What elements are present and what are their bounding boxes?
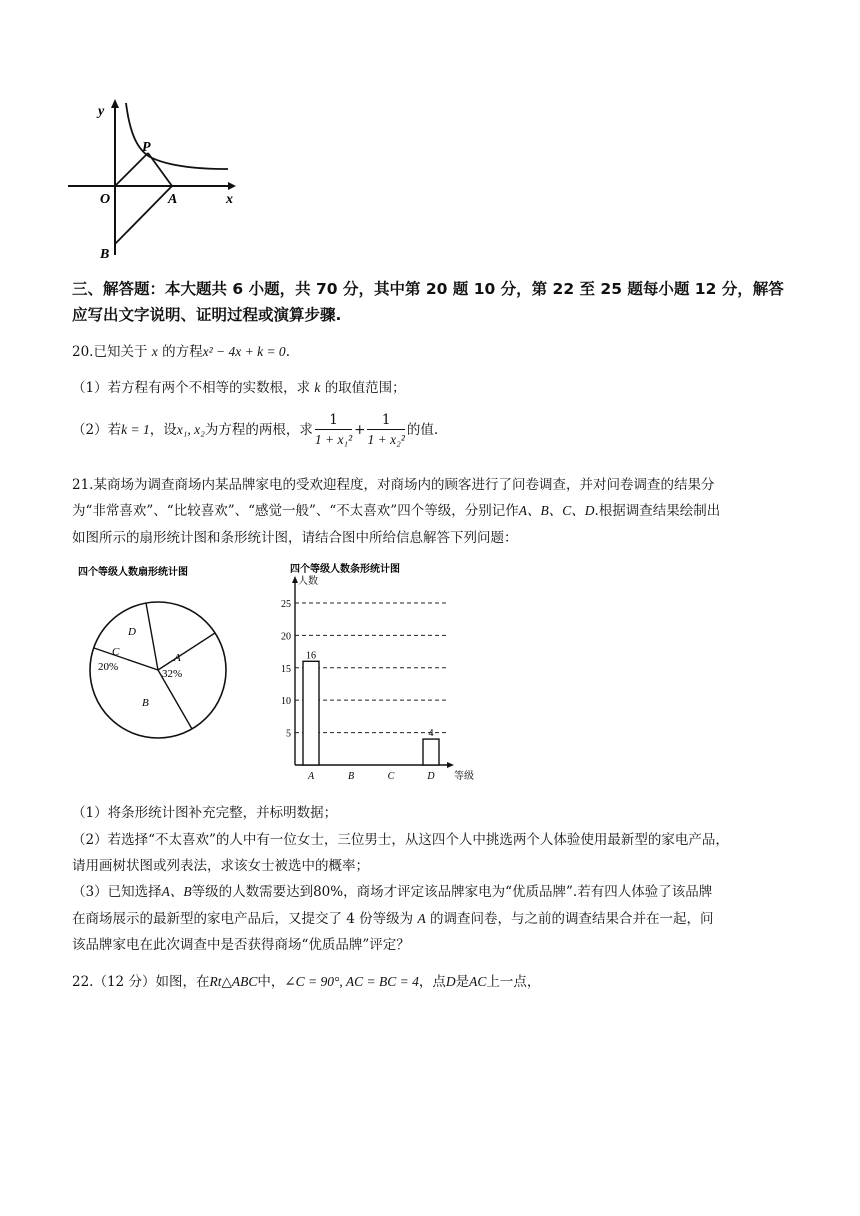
label-a: A <box>168 192 178 207</box>
segment-ab <box>115 186 172 244</box>
pie-label-b: B <box>142 697 149 709</box>
section-heading-line2: 应写出文字说明、证明过程或演算步骤. <box>72 306 342 324</box>
x-tick-B: B <box>347 771 355 782</box>
pie-pct-a: 32% <box>162 668 183 680</box>
y-axis-label: 人数 <box>298 576 318 587</box>
pie-label-c: C <box>112 646 120 658</box>
pie-label-d: D <box>128 626 136 638</box>
q20-part1: （1）若方程有两个不相等的实数根，求 k 的取值范围； <box>72 380 406 396</box>
section-heading-line1: 三、解答题：本大题共 6 小题，共 70 分，其中第 20 题 10 分，第 22 至 25 题每小题 12 分，解答 <box>72 280 784 298</box>
x-tick-C: C <box>387 771 395 782</box>
bar-D <box>423 739 439 765</box>
y-tick-20: 20 <box>281 631 291 643</box>
fraction-2: $\frac{1}{\text{1 + x₂²}}$ <box>367 412 405 447</box>
segment-pa <box>148 153 172 186</box>
coordinate-figure <box>60 95 250 265</box>
y-axis-arrow <box>111 99 119 108</box>
bar-label-A: 16 <box>306 650 316 662</box>
x-tick-A: A <box>307 771 315 782</box>
q21-line3: 如图所示的扇形统计图和条形统计图，请结合图中所给信息解答下列问题： <box>72 530 518 546</box>
bar-chart-title: 四个等级人数条形统计图 <box>290 564 400 575</box>
pie-chart <box>70 560 260 745</box>
q21-line1: 21.某商场为调查商场内某品牌家电的受欢迎程度，对商场内的顾客进行了问卷调查，并对问卷调查的结果分 <box>72 477 715 493</box>
y-tick-5: 5 <box>286 728 291 740</box>
segment-op <box>115 153 148 186</box>
q21-part3-line3: 该品牌家电在此次调查中是否获得商场“优质品牌”评定？ <box>72 937 410 953</box>
q21-part2-line2: 请用画树状图或列表法，求该女士被选中的概率； <box>72 858 369 874</box>
y-tick-25: 25 <box>281 598 291 610</box>
label-p: P <box>142 140 151 155</box>
q21-line2: 为“非常喜欢”、“比较喜欢”、“感觉一般”、“不太喜欢”四个等级，分别记作A、B、C、D.根据调查结果绘制出 <box>72 503 721 519</box>
pie-title: 四个等级人数扇形统计图 <box>78 567 188 578</box>
label-y: y <box>98 104 105 119</box>
label-x: x <box>226 192 233 207</box>
x-axis-label: 等级 <box>454 771 474 782</box>
q21-part3-line1: （3）已知选择A、B等级的人数需要达到80%，商场才评定该品牌家电为“优质品牌”.若有四人体验了该品牌 <box>72 884 713 900</box>
fraction-1: $\frac{1}{\text{1 + x₁²}}$ <box>314 412 353 447</box>
pie-pct-c: 20% <box>98 661 119 673</box>
bar-chart <box>250 560 475 785</box>
label-b: B <box>100 247 110 262</box>
q21-part2-line1: （2）若选择“不太喜欢”的人中有一位女士，三位男士，从这四个人中挑选两个人体验使用最新型的家电产品， <box>72 832 729 848</box>
x-tick-D: D <box>427 771 435 782</box>
q20-stem: 20.已知关于 x 的方程x² − 4x + k = 0. <box>72 344 290 360</box>
q21-part1: （1）将条形统计图补充完整，并标明数据； <box>72 805 338 821</box>
y-tick-10: 10 <box>281 696 291 708</box>
pie-label-a: A <box>174 652 181 664</box>
x-axis-arrow <box>228 182 236 190</box>
bar-A <box>303 661 319 765</box>
q20-part2: （2）若k = 1，设x₁, x₂为方程的两根，求 $\frac{1}{\text{1 + x₁²}}$ + $\frac{1}{\text{1 + x₂²}}$ 的值. <box>72 410 438 450</box>
bar-x-arrow <box>447 762 454 768</box>
q21-part3-line2: 在商场展示的最新型的家电产品后，又提交了 4 份等级为 A 的调查问卷，与之前的调查结果合并在一起，问 <box>72 911 714 927</box>
label-o: O <box>100 192 111 207</box>
q22-stem: 22.（12 分）如图，在Rt△ABC中，∠C = 90°, AC = BC = 4，点D是AC上一点， <box>72 974 541 990</box>
y-tick-15: 15 <box>281 663 291 675</box>
bar-label-D: 4 <box>428 728 434 740</box>
